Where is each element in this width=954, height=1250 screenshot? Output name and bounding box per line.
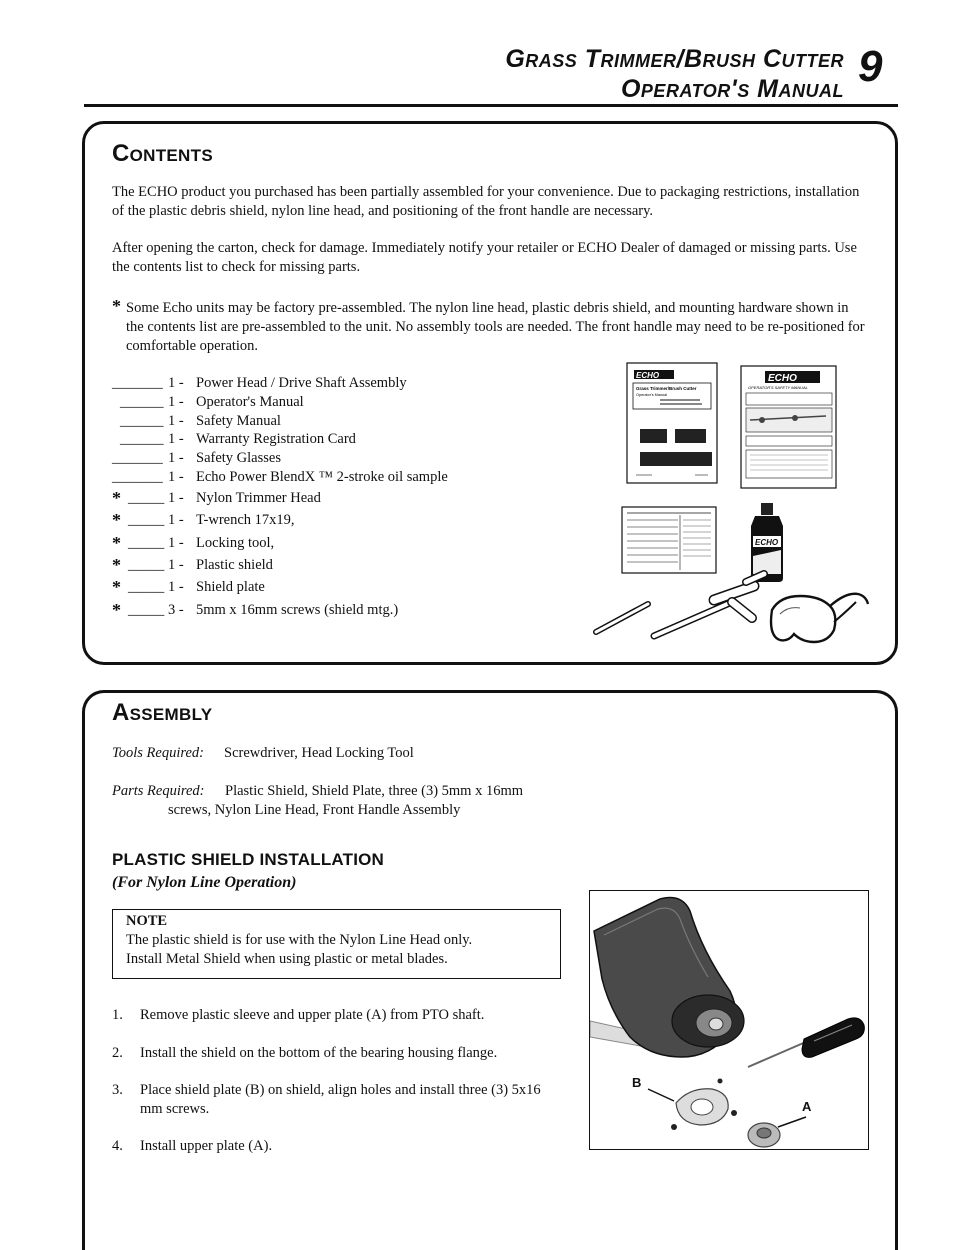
asterisk-marker: * [112, 296, 121, 316]
manual-title [505, 44, 844, 104]
contents-check-paragraph: After opening the carton, check for damage. Immediately notify your retailer or ECHO Dealer of damaged or missing parts. Use the contents list to check for missing parts. [112, 240, 857, 275]
contents-heading: Contents [112, 140, 213, 167]
svg-text:Operator's Manual: Operator's Manual [636, 393, 668, 397]
photo-label-a: A [802, 1099, 812, 1114]
manual-title-line2: Operator's Manual [620, 75, 844, 103]
header-rule [84, 104, 898, 107]
list-item: * _____ 1 - Nylon Trimmer Head [112, 487, 321, 508]
list-item: * _____ 3 - 5mm x 16mm screws (shield mtg.) [112, 599, 399, 620]
list-item: ______ 1 - Safety Manual [120, 412, 281, 429]
list-item: ______ 1 - Warranty Registration Card [120, 431, 356, 448]
list-item: ______ 1 - Operator's Manual [120, 393, 304, 410]
tools-required-value: Screwdriver, Head Locking Tool [224, 745, 414, 761]
parts-required-value-line2: screws, Nylon Line Head, Front Handle Assembly [168, 802, 461, 818]
svg-text:OPERATOR'S SAFETY MANUAL: OPERATOR'S SAFETY MANUAL [748, 385, 808, 390]
parts-required-label: Parts Required: [112, 783, 205, 799]
svg-text:ECHO: ECHO [768, 373, 797, 384]
list-item: _______ 1 - Echo Power BlendX ™ 2-stroke oil sample [112, 468, 448, 485]
contents-intro-paragraph: The ECHO product you purchased has been partially assembled for your convenience. Due to packaging restrictions, installation of the plastic debris shield, nylon line head, and positioning of the front handle are necessary. [112, 184, 860, 219]
t-wrench-illustration [654, 574, 764, 636]
safety-manual-illustration [741, 366, 836, 488]
svg-text:ECHO: ECHO [755, 538, 779, 547]
warranty-card-illustration [622, 507, 716, 573]
screwdriver-illustration [802, 1018, 864, 1057]
plastic-shield-subheading-note: (For Nylon Line Operation) [112, 874, 297, 891]
note-title: NOTE [126, 913, 168, 929]
operators-manual-illustration [627, 363, 717, 483]
list-item: _______ 1 - Safety Glasses [112, 450, 281, 467]
list-item: * _____ 1 - Shield plate [112, 577, 265, 598]
oil-bottle-illustration [751, 503, 783, 582]
assembly-heading: Assembly [112, 699, 213, 726]
page-number: 9 [858, 42, 883, 91]
tools-required-label: Tools Required: [112, 745, 204, 761]
preassembled-note: Some Echo units may be factory pre-assembled. The nylon line head, plastic debris shield, and mounting hardware shown in the contents list are pre-assembled to the unit. No assembly tools are needed. The front handle may need to be re-positioned for comfortable operation. [126, 300, 865, 354]
list-item: * _____ 1 - T-wrench 17x19, [112, 510, 295, 531]
contents-illustration [590, 360, 880, 650]
photo-label-b: B [632, 1075, 642, 1090]
note-line2: Install Metal Shield when using plastic or metal blades. [126, 951, 448, 967]
svg-text:ECHO: ECHO [636, 371, 660, 380]
list-item: * _____ 1 - Plastic shield [112, 554, 273, 575]
contents-list [112, 374, 582, 621]
parts-required-value-line1: Plastic Shield, Shield Plate, three (3) 5mm x 16mm [225, 783, 524, 799]
list-item: _______ 1 - Power Head / Drive Shaft Assembly [112, 375, 407, 391]
list-item: * _____ 1 - Locking tool, [112, 532, 275, 553]
plastic-shield-subheading: PLASTIC SHIELD INSTALLATION [112, 850, 385, 869]
shield-installation-photo [589, 890, 869, 1150]
note-line1: The plastic shield is for use with the Nylon Line Head only. [126, 932, 473, 948]
svg-text:Grass Trimmer/Brush Cutter: Grass Trimmer/Brush Cutter [636, 386, 697, 391]
safety-glasses-illustration [771, 594, 868, 642]
manual-title-line1: Grass Trimmer/Brush Cutter [505, 45, 844, 73]
